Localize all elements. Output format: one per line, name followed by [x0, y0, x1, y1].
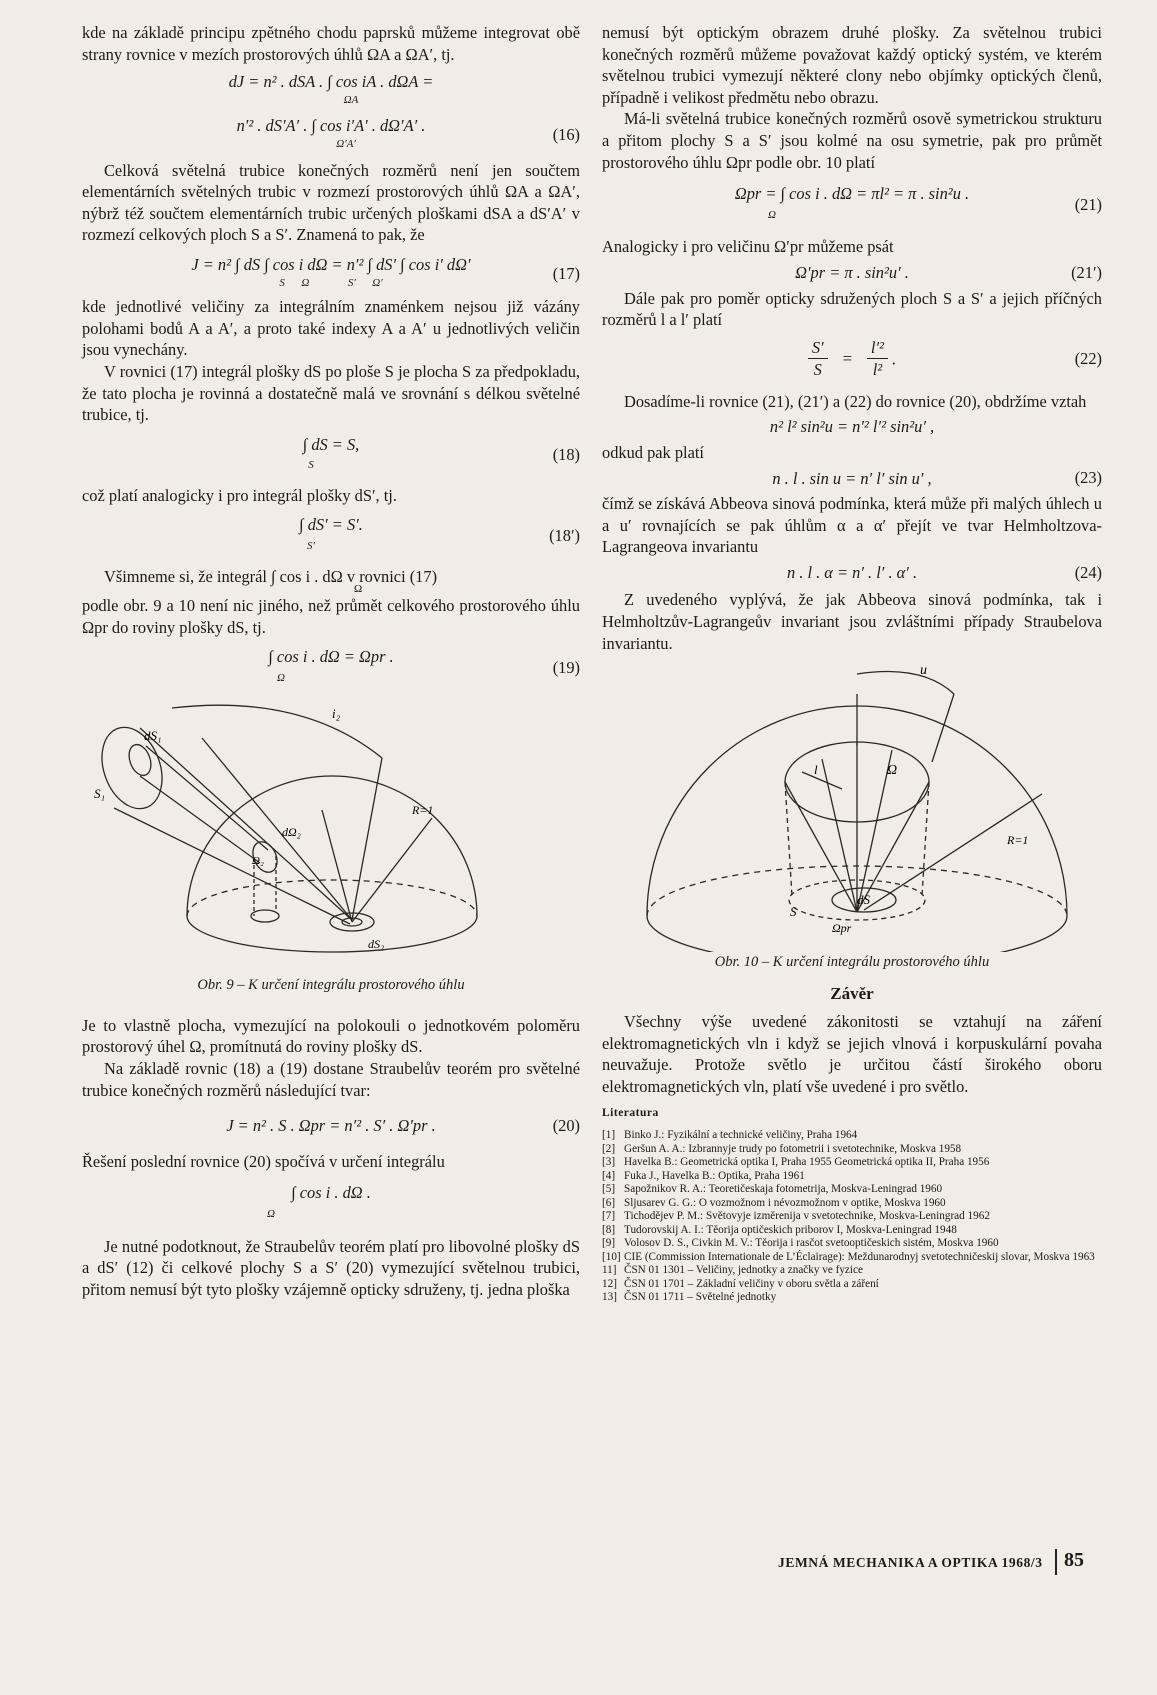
equation-integral: ∫ cos i . dΩ . Ω	[82, 1182, 580, 1225]
page-number: 85	[1064, 1549, 1084, 1571]
equation-subscript: Ω′A′	[336, 137, 356, 150]
reference-item	[602, 1237, 1102, 1251]
reference-text: Geršun A. A.: Izbrannyje trudy po fotometrii i svetotechnike, Moskva 1958	[624, 1142, 962, 1155]
reference-item	[602, 1291, 1102, 1305]
reference-text: Binko J.: Fyzikální a technické veličiny, Praha 1964	[624, 1129, 858, 1141]
label-s: S	[790, 904, 797, 920]
equation-16a: dJ = n² . dSA . ∫ cos iA . dΩA = ΩA	[82, 71, 580, 111]
label-ds: dS	[857, 892, 870, 908]
equation-subscript: S Ω S′ Ω′	[279, 276, 383, 289]
label-r1: R=1	[412, 802, 434, 817]
equation-number: (21′)	[1071, 262, 1102, 282]
figure-10-diagram	[602, 654, 1102, 952]
equation-number: (23)	[1074, 468, 1102, 488]
footer-divider	[1055, 1549, 1057, 1575]
paragraph: Všimneme si, že integrál ∫ cos i . dΩ v rovnici (17)	[104, 566, 438, 586]
reference-text: Tudorovskij A. I.: Těorija optičeskich priborov I, Moskva-Leningrad 1948	[624, 1223, 957, 1236]
reference-number: [7]	[602, 1210, 616, 1222]
equation-number: (19)	[552, 658, 580, 678]
paragraph: Všechny výše uvedené zákonitosti se vztahují na záření elektromagnetických vln i když se jejich vlnová i korpuskulární povaha neuvažuje. Protože světlo je určitou částí širokého oboru elektromagnetických vln, platí vše uvedené i pro světlo.	[602, 1012, 1102, 1096]
equation-subscript: Ω	[267, 1207, 275, 1220]
reference-number: 13]	[602, 1291, 617, 1303]
journal-footer: JEMNÁ MECHANIKA A OPTIKA 1968/3	[778, 1555, 1043, 1570]
reference-text: Sljusarev G. G.: O vozmožnom i névozmožnom v optike, Moskva 1960	[624, 1196, 946, 1209]
label-r1: R=1	[1007, 833, 1029, 848]
label-ds2: dS₂	[368, 936, 385, 951]
reference-text: Fuka J., Havelka B.: Optika, Praha 1961	[624, 1169, 805, 1182]
reference-number: [10]	[602, 1250, 621, 1263]
reference-text: ČSN 01 1711 – Světelné jednotky	[624, 1291, 777, 1303]
paragraph: Má-li světelná trubice konečných rozměrů osově symetrickou strukturu a přitom plochy S a S′ jsou kolmé na osu symetrie, pak pro průmět prostorového úhlu Ωpr podle obr. 10 platí	[602, 109, 1102, 172]
reference-item	[602, 1156, 1102, 1170]
label-l: l	[814, 762, 818, 778]
equation-number: (24)	[1074, 562, 1102, 582]
reference-number: [6]	[602, 1196, 616, 1209]
reference-number: [4]	[602, 1169, 616, 1182]
reference-text: Havelka B.: Geometrická optika I, Praha 1955 Geometrická optika II, Praha 1956	[624, 1156, 990, 1168]
label-u: u	[920, 663, 927, 679]
equation-21: Ωpr = ∫ cos i . dΩ = πl² = π . sin²u . (21) Ω	[602, 183, 1102, 226]
paragraph: nemusí být optickým obrazem druhé plošky. Za světelnou trubici konečných rozměrů můžeme považovat každý optický systém, ve kterém světelnou trubici vymezují některé clony nebo objímky optických členů, případně i velikost předmětu nebo obrazu.	[602, 23, 1102, 107]
paragraph: kde jednotlivé veličiny za integrálním znaménkem nejsou již vázány polohami bodů A a A′, a proto také indexy A a A′ u jednotlivých veličin jsou vynechány.	[82, 297, 580, 360]
equation-subscript: S	[308, 459, 314, 472]
paragraph: Z uvedeného vyplývá, že jak Abbeova sinová podmínka, tak i Helmholtzův-Lagrangeův invariant jsou zvláštními případy Straubelova invariantu.	[602, 590, 1102, 653]
reference-item	[602, 1197, 1102, 1211]
paragraph: podle obr. 9 a 10 není nic jiného, než průmět celkového prostorového úhlu Ωpr do roviny plošky dS, tj.	[82, 596, 580, 637]
reference-item	[602, 1264, 1102, 1278]
paragraph: Na základě rovnic (18) a (19) dostane Straubelův teorém pro světelné trubice konečných rozměrů následující tvar:	[82, 1059, 580, 1100]
paragraph: Analogicky i pro veličinu Ω′pr můžeme psát	[602, 237, 894, 257]
equation-number: (21)	[1074, 194, 1102, 214]
reference-number: [1]	[602, 1129, 616, 1141]
figure-9	[82, 698, 580, 997]
label-ds1: dS₁	[144, 727, 162, 743]
reference-item	[602, 1143, 1102, 1157]
equation-subscript: S′	[307, 540, 315, 553]
paragraph: což platí analogicky i pro integrál plošky dS′, tj.	[82, 485, 397, 505]
reference-number: [5]	[602, 1183, 616, 1195]
paragraph: V rovnici (17) integrál plošky dS po ploše S je plocha S za předpokladu, že tato plocha je rovinná a dostatečně malá ve srovnání s délkou světelné trubice, tj.	[82, 361, 580, 425]
equation-subscript: Ω	[277, 672, 285, 685]
reference-number: [3]	[602, 1156, 616, 1168]
equation-number: (18′)	[549, 526, 580, 546]
reference-number: [8]	[602, 1223, 616, 1236]
label-s1: S₁	[94, 785, 106, 801]
reference-item	[602, 1183, 1102, 1197]
paragraph: čímž se získává Abbeova sinová podmínka, která může při malých úhlech u a u′ rovnajících se pak úhlům α a α′ přejít ve tvar Helmholtzova-Lagrangeova invariantu	[602, 494, 1102, 557]
references-list	[602, 1129, 1102, 1305]
reference-text: Sapožnikov R. A.: Teoretičeskaja fotometrija, Moskva-Leningrad 1960	[624, 1183, 943, 1195]
figure-10	[602, 654, 1102, 973]
equation-16b: n′² . dS′A′ . ∫ cos i′A′ . dΩ′A′ . (16) Ω′A′	[82, 115, 580, 155]
paragraph: odkud pak platí	[602, 442, 704, 462]
equation-22: $\frac{S'}{S}$ = $\frac{\text{l′²}}{\text{l²}}$ . (22)	[602, 337, 1102, 381]
equation-20: J = n² . S . Ωpr = n′² . S′ . Ω′pr . (20)	[226, 1116, 580, 1136]
equation-17: J = n² ∫ dS ∫ cos i dΩ = n′² ∫ dS′ ∫ cos i′ dΩ′ (17) S Ω S′ Ω′	[82, 254, 580, 294]
equation-18b: ∫ dS′ = S′. (18′) S′	[82, 514, 580, 557]
reference-text: CIE (Commission Internationale de L’Éclairage): Meždunarodnyj svetotechničeskij slovar, Moskva 1963	[624, 1250, 1095, 1263]
equation-21b: Ω′pr = π . sin²u′ . (21′)	[795, 262, 1102, 282]
equation-24: n . l . α = n′ . l′ . α′ . (24)	[786, 562, 1102, 582]
paragraph: Je to vlastně plocha, vymezující na polokouli o jednotkovém poloměru prostorový úhel Ω, promítnutá do roviny plošky dS.	[82, 1015, 580, 1057]
reference-item	[602, 1251, 1102, 1265]
reference-number: 12]	[602, 1277, 617, 1290]
reference-item	[602, 1170, 1102, 1184]
label-omega2: Ω₂	[252, 854, 264, 867]
reference-number: [2]	[602, 1142, 616, 1155]
equation-number: (20)	[552, 1116, 580, 1136]
section-heading: Závěr	[830, 984, 874, 1004]
reference-item	[602, 1224, 1102, 1238]
reference-item	[602, 1129, 1102, 1143]
reference-number: [9]	[602, 1237, 616, 1249]
paragraph: Řešení poslední rovnice (20) spočívá v určení integrálu	[82, 1151, 445, 1171]
reference-text: Tichodějev P. M.: Světovyje izměrenija v svetotechnike, Moskva-Leningrad 1962	[624, 1210, 990, 1222]
reference-item	[602, 1278, 1102, 1292]
figure-9-caption: Obr. 9 – K určení integrálu prostorového úhlu	[197, 977, 465, 994]
left-column	[82, 22, 580, 1300]
label-omega: Ω	[887, 763, 898, 779]
equation-number: (18)	[552, 445, 580, 465]
paragraph: Je nutné podotknout, že Straubelův teorém platí pro libovolné plošky dS a dS′ (12) či celkové plochy S a S′ (20) vymezující světelnou trubici, přitom nemusí být tyto plošky vzájemně opticky sdruženy, tj. jedna ploška	[82, 1236, 580, 1299]
equation-19: ∫ cos i . dΩ = Ωpr . (19) Ω	[82, 646, 580, 689]
label-i2: i₂	[332, 705, 341, 721]
equation-relation: n² l² sin²u = n′² l′² sin²u′ ,	[769, 417, 935, 437]
equation-subscript: Ω	[354, 583, 363, 596]
reference-item	[602, 1210, 1102, 1224]
label-domega2: dΩ₂	[282, 824, 301, 839]
equation-number: (16)	[552, 125, 580, 145]
figure-9-diagram	[82, 698, 580, 968]
equation-18: ∫ dS = S, (18) S	[82, 434, 580, 477]
reference-text: ČSN 01 1701 – Základní veličiny v oboru světla a záření	[624, 1277, 879, 1290]
references-title: Literatura	[602, 1107, 659, 1120]
right-column	[602, 22, 1102, 1305]
paragraph: Dosadíme-li rovnice (21), (21′) a (22) do rovnice (20), obdržíme vztah	[624, 391, 1087, 411]
equation-subscript: Ω	[768, 208, 776, 221]
equation-number: (22)	[1074, 348, 1102, 368]
paragraph: Celková světelná trubice konečných rozměrů není jen součtem elementárních světelných trubic v rozmezí prostorových úhlů ΩA a ΩA′, nýbrž též součtem elementárních trubic určených ploškami dSA a dS′A′ v rozmezí celkových ploch S a S′. Znamená to pak, že	[82, 160, 580, 245]
equation-23: n . l . sin u = n′ l′ sin u′ , (23)	[772, 468, 1102, 488]
reference-text: Volosov D. S., Civkin M. V.: Těorija i rasčot svetooptičeskich sistém, Moskva 1960	[624, 1237, 999, 1249]
label-omegapr: Ωpr	[832, 921, 852, 936]
equation-number: (17)	[552, 264, 580, 284]
paragraph: Dále pak pro poměr opticky sdružených ploch S a S′ a jejich příčných rozměrů l a l′ platí	[602, 288, 1102, 330]
figure-10-caption: Obr. 10 – K určení integrálu prostorového úhlu	[714, 953, 990, 970]
paragraph: kde na základě principu zpětného chodu paprsků můžeme integrovat obě strany rovnice v mezích prostorových úhlů ΩA a ΩA′, tj.	[82, 23, 580, 64]
reference-number: 11]	[602, 1264, 617, 1276]
reference-text: ČSN 01 1301 – Veličiny, jednotky a značky ve fyzice	[624, 1264, 863, 1276]
equation-subscript: ΩA	[343, 93, 359, 106]
